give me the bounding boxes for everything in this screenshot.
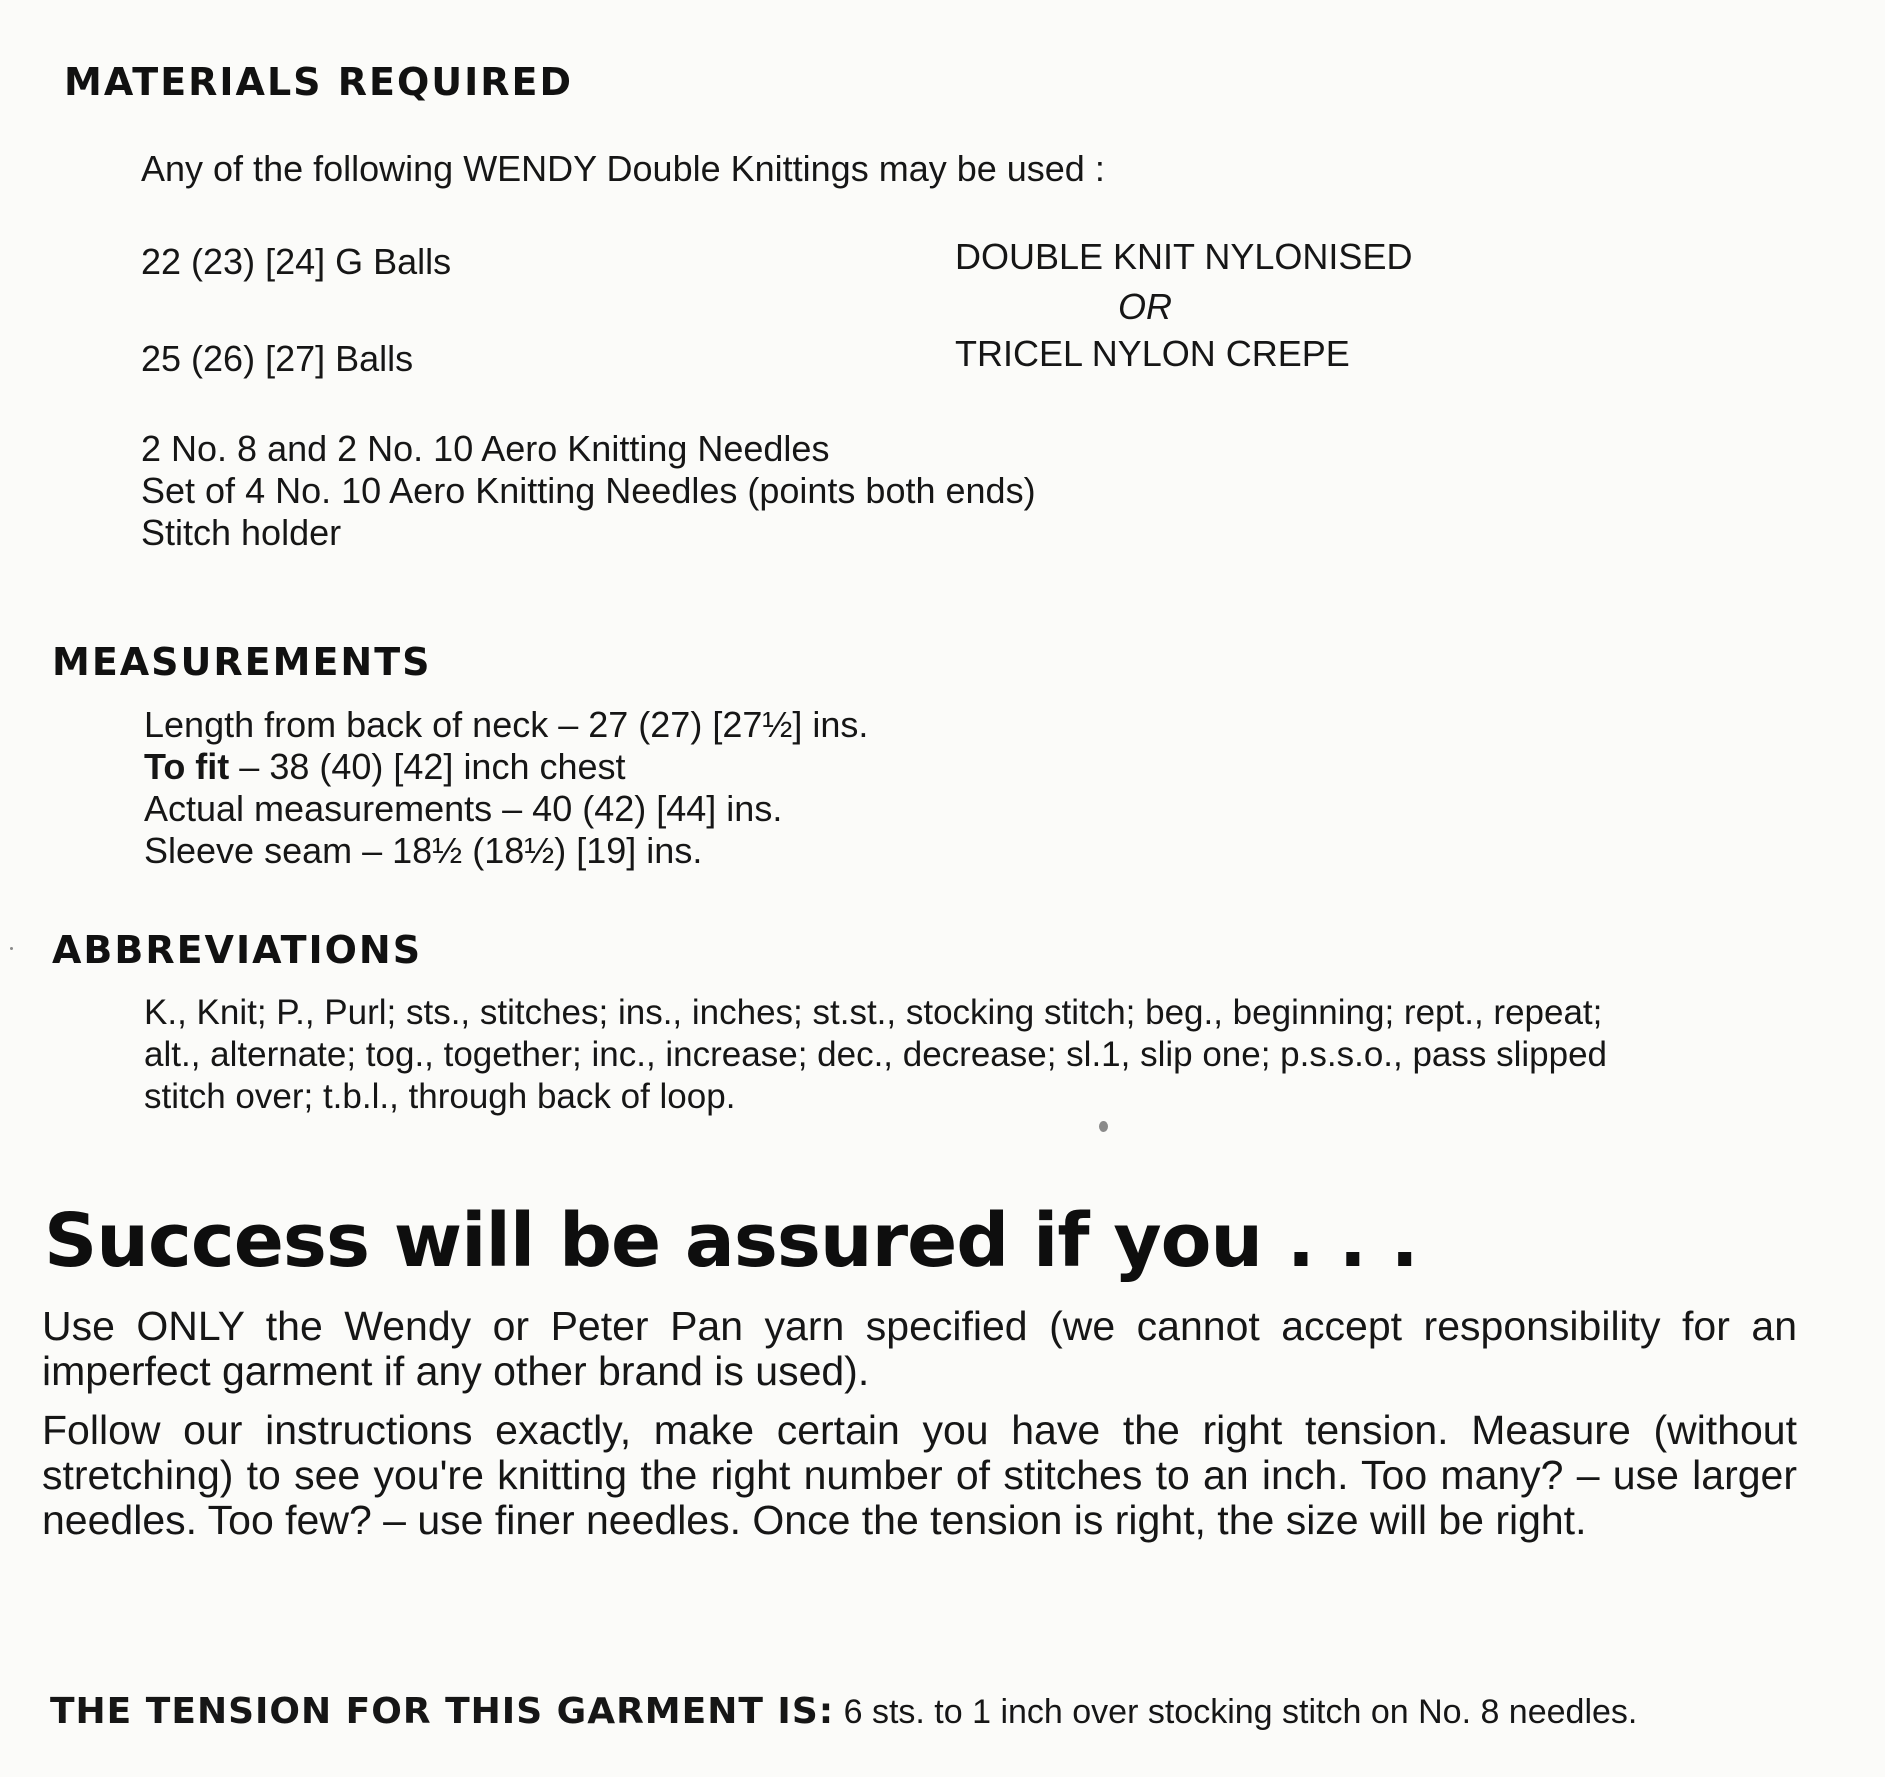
needles-list [141,428,1036,554]
needles-item: Stitch holder [141,512,342,553]
materials-intro: Any of the following WENDY Double Knittings may be used : [141,148,1105,189]
option1-quantity: 22 (23) [24] G Balls [141,241,452,282]
abbreviations-list [144,992,1607,1118]
needles-item: 2 No. 8 and 2 No. 10 Aero Knitting Needles [141,428,830,469]
measurement-actual: Actual measurements – 40 (42) [44] ins. [144,788,783,829]
abbreviations-line: K., Knit; P., Purl; sts., stitches; ins., inches; st.st., stocking stitch; beg., beginning; rept., repeat; [144,993,1603,1032]
materials-heading: MATERIALS REQUIRED [64,60,574,104]
measurement-sleeve: Sleeve seam – 18½ (18½) [19] ins. [144,830,703,871]
to-fit-label: To fit [144,746,230,787]
success-paragraph-1: Use ONLY the Wendy or Peter Pan yarn specified (we cannot accept responsibility for an imperfect garment if any other brand is used). [42,1303,1797,1394]
paper-speck [1099,1121,1108,1132]
to-fit-value: – 38 (40) [42] inch chest [229,746,626,787]
abbreviations-line: alt., alternate; tog., together; inc., increase; dec., decrease; sl.1, slip one; p.s.s.o., pass slipped [144,1035,1608,1074]
measurement-length: Length from back of neck – 27 (27) [27½] ins. [144,704,869,745]
success-headline: Success will be assured if you . . . [44,1198,1418,1284]
tension-label: THE TENSION FOR THIS GARMENT IS: [50,1691,835,1732]
option2-yarn: TRICEL NYLON CREPE [955,333,1350,374]
or-label: OR [1118,286,1172,327]
success-paragraph-2: Follow our instructions exactly, make certain you have the right tension. Measure (without stretching) to see you're knitting the right number of stitches to an inch. Too many? – use larger needles. Too few? – use finer needles. Once the tension is right, the size will be right. [42,1407,1797,1543]
needles-item: Set of 4 No. 10 Aero Knitting Needles (points both ends) [141,470,1036,511]
option2-quantity: 25 (26) [27] Balls [141,338,414,379]
tension-statement [50,1690,1637,1733]
measurements-list [144,704,868,872]
abbreviations-line: stitch over; t.b.l., through back of loop. [144,1077,736,1116]
measurement-to-fit [144,746,868,788]
abbreviations-heading: ABBREVIATIONS [52,928,423,972]
option1-yarn: DOUBLE KNIT NYLONISED [955,236,1413,277]
paper-speck [10,947,13,950]
tension-value: 6 sts. to 1 inch over stocking stitch on No. 8 needles. [834,1693,1638,1731]
measurements-heading: MEASUREMENTS [52,640,432,684]
